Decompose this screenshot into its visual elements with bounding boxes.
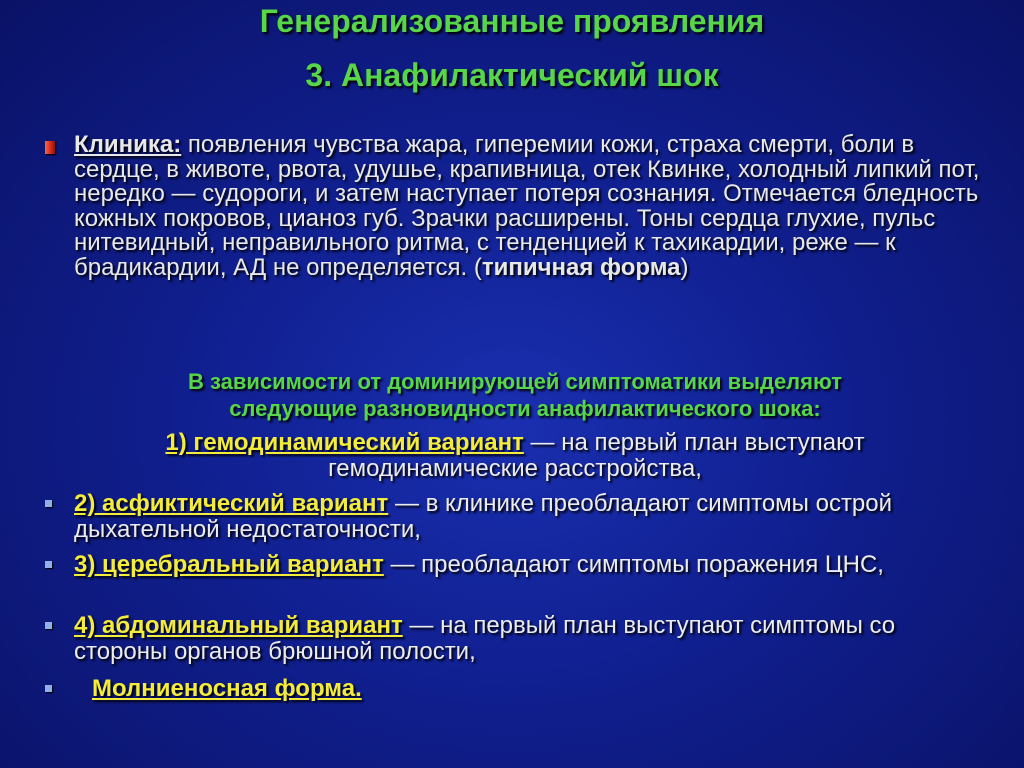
intro-line-2: следующие разновидности анафилактического шока: xyxy=(229,396,821,421)
clinic-label: Клиника: xyxy=(74,131,182,158)
clinic-text: появления чувства жара, гиперемии кожи, страха смерти, боли в сердце, в животе, рвота, удушье, крапивница, отек Квинке, холодный липкий пот, нередко — судороги, и затем наступает потеря сознания. Отмечается бледность кожных покровов, цианоз губ. Зрачки расширены. Тоны сердца глухие, пульс нитевидный, неправильного ритма, с тенденцией к тахикардии, реже — к брадикардии, АД не определяется. ( xyxy=(74,131,980,281)
variant-text: — преобладают симптомы поражения ЦНС, xyxy=(383,551,884,578)
square-bullet-icon xyxy=(45,141,55,154)
variant-text: — на первый план выступают симптомы со стороны органов брюшной полости, xyxy=(74,612,896,665)
bullet-dot-icon xyxy=(45,622,52,629)
variants-intro xyxy=(60,368,970,422)
bullet-dot-icon xyxy=(45,685,52,692)
variant-name: Молниеносная форма. xyxy=(92,675,362,702)
variant-text: — на первый план выступают гемодинамические расстройства, xyxy=(328,429,865,482)
variant-item-3 xyxy=(74,552,994,578)
variant-name: 4) абдоминальный вариант xyxy=(74,612,403,639)
bullet-dot-icon xyxy=(45,500,52,507)
variant-item-2 xyxy=(74,491,994,543)
variant-name: 2) асфиктический вариант xyxy=(74,490,389,517)
variant-item-1 xyxy=(60,430,970,482)
slide-title: Генерализованные проявления xyxy=(259,3,765,39)
clinic-close: ) xyxy=(680,253,689,281)
variant-name: 1) гемодинамический вариант xyxy=(165,429,524,456)
variant-text: — в клинике преобладают симптомы острой дыхательной недостаточности, xyxy=(74,490,893,543)
variant-name: 3) церебральный вариант xyxy=(74,551,384,578)
clinic-paragraph xyxy=(74,133,994,281)
typical-form-text: типичная форма xyxy=(481,253,681,281)
variant-item-4 xyxy=(74,613,994,665)
intro-line-1: В зависимости от доминирующей симптоматики выделяют xyxy=(187,369,843,394)
slide-subtitle: 3. Анафилактический шок xyxy=(305,57,719,93)
variant-item-5 xyxy=(92,676,1012,702)
bullet-dot-icon xyxy=(45,561,52,568)
